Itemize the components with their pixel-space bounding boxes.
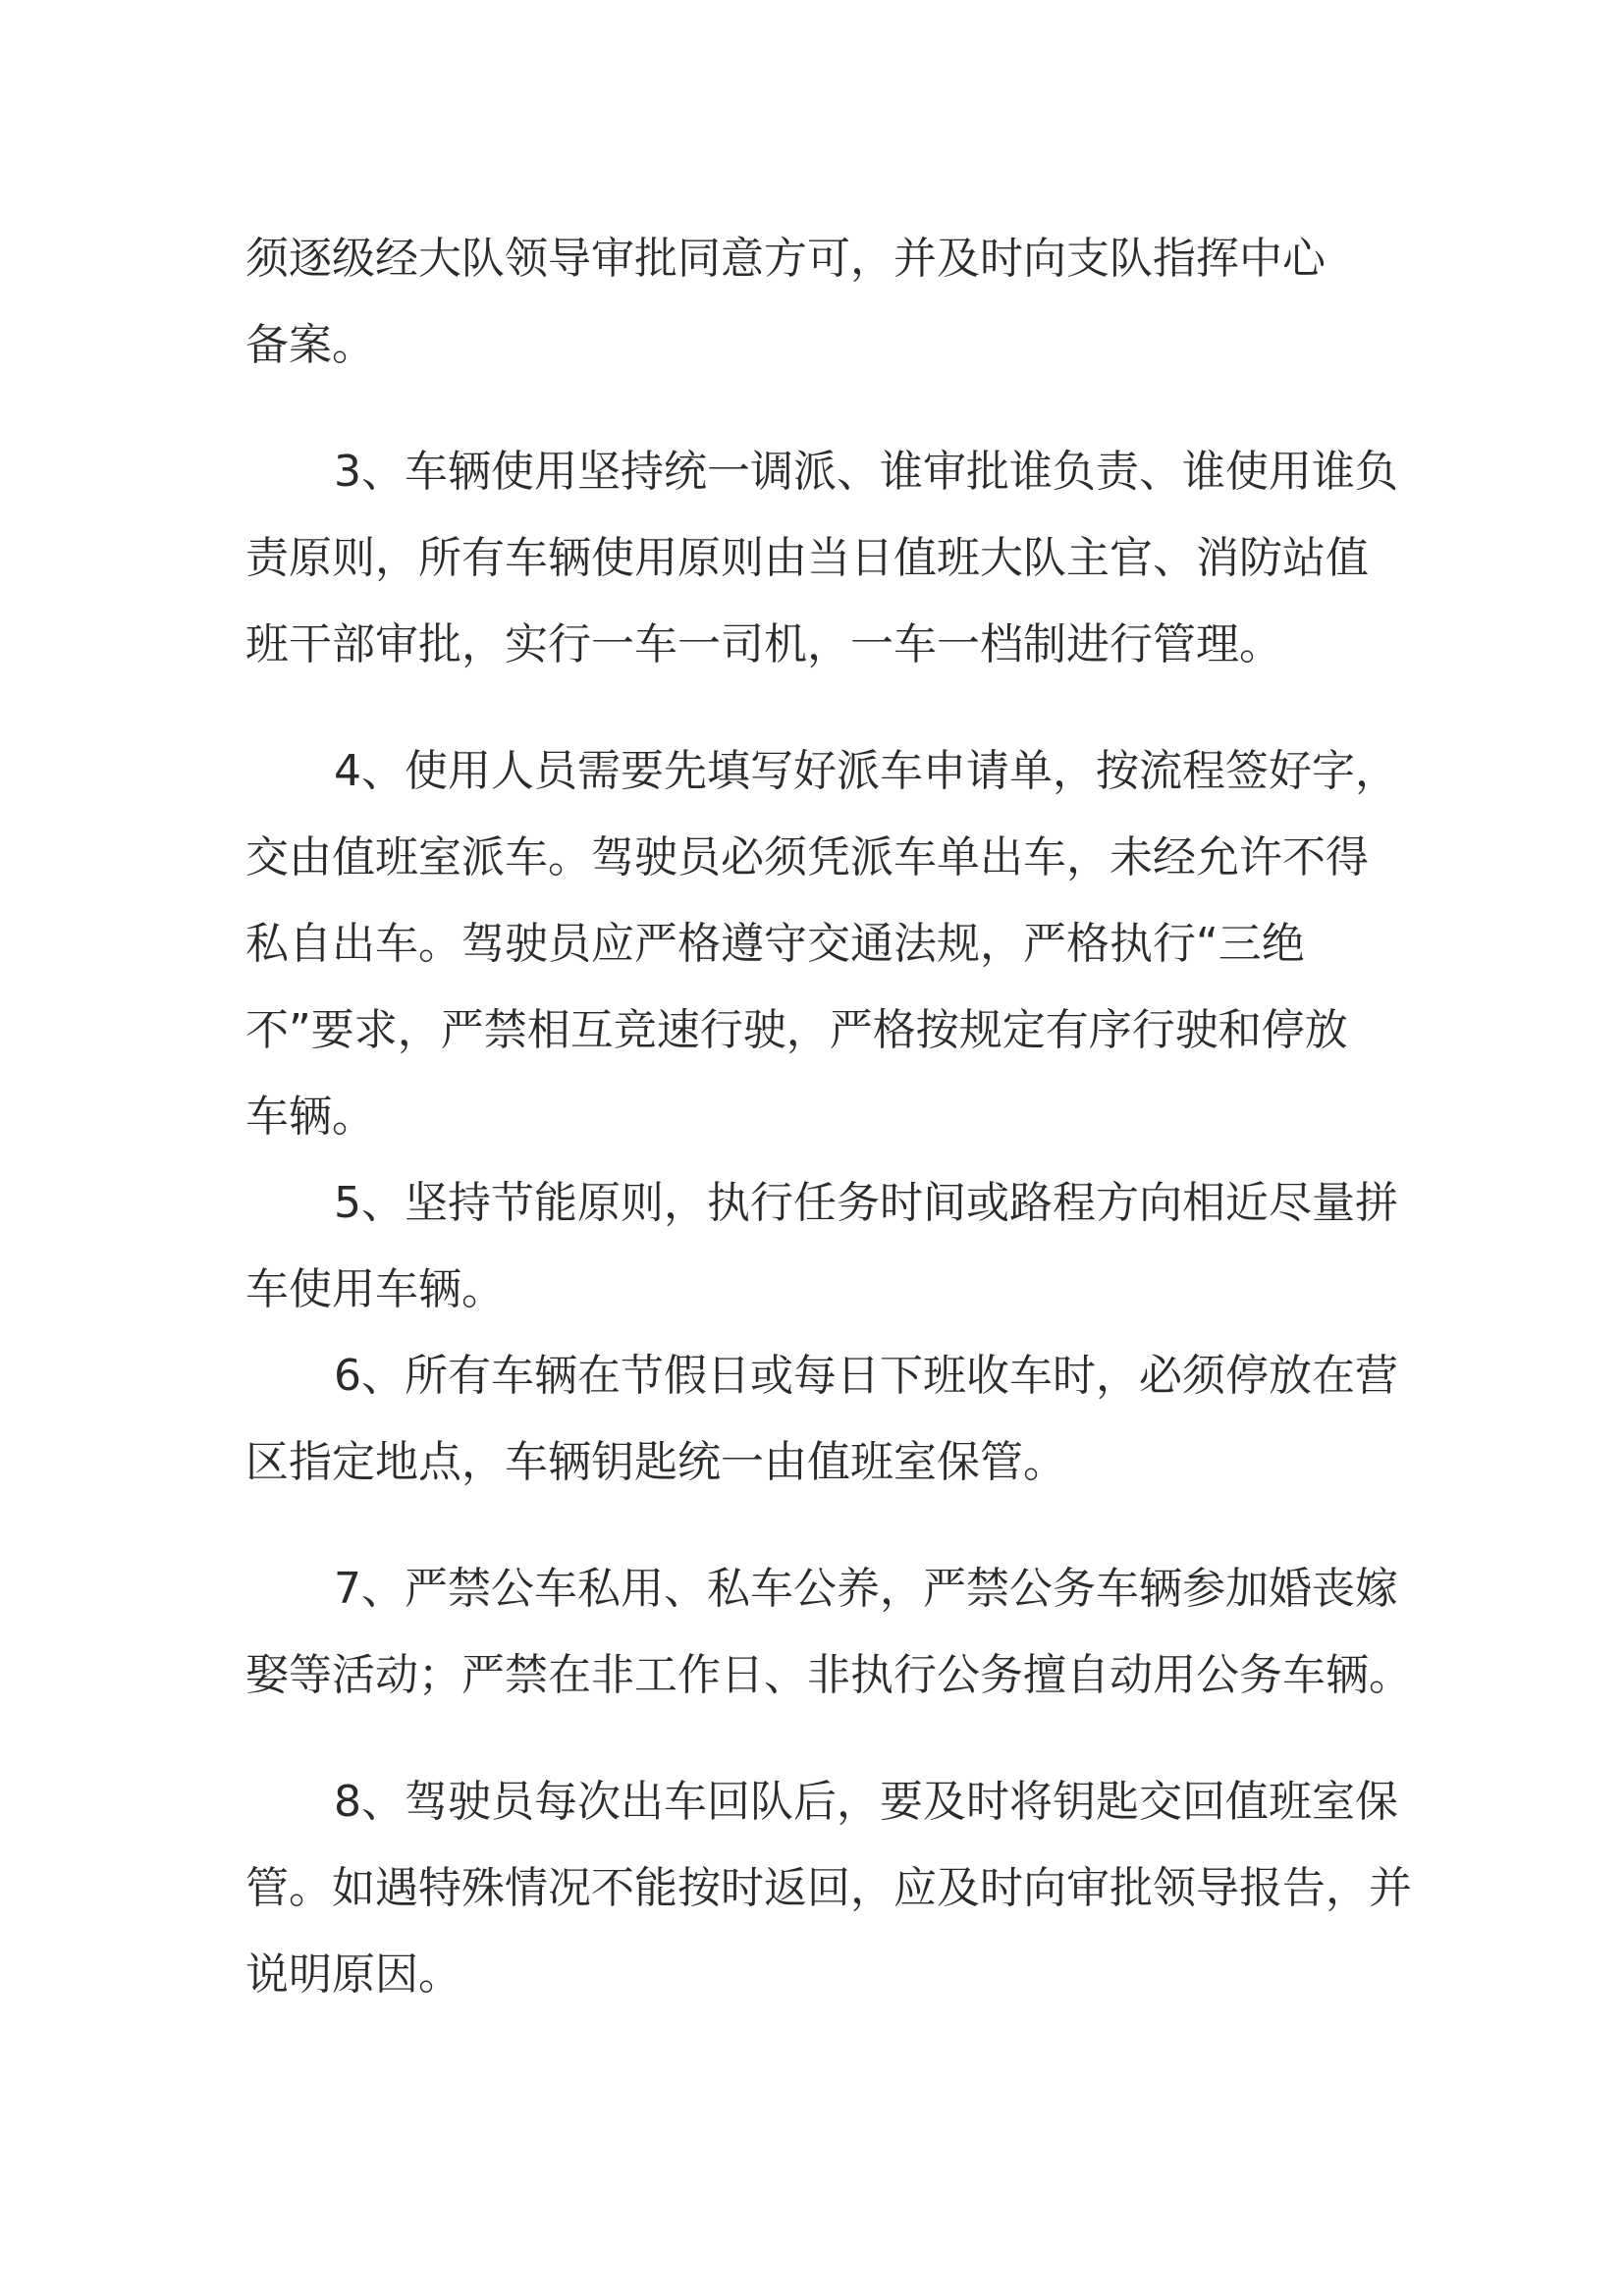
paragraph-4-line-1: 4、使用人员需要先填写好派车申请单，按流程签好字， xyxy=(334,746,1398,796)
paragraph-3-line-3: 班干部审批，实行一车一司机，一车一档制进行管理。 xyxy=(245,619,1282,669)
paragraph-4-line-2: 交由值班室派车。驾驶员必须凭派车单出车，未经允许不得 xyxy=(245,832,1369,882)
paragraph-0-line-2: 备案。 xyxy=(245,320,375,370)
paragraph-7-line-1: 7、严禁公车私用、私车公养，严禁公务车辆参加婚丧嫁 xyxy=(334,1564,1398,1614)
paragraph-7-line-2: 娶等活动；严禁在非工作日、非执行公务擅自动用公务车辆。 xyxy=(245,1650,1412,1700)
paragraph-4-line-5: 车辆。 xyxy=(245,1092,375,1142)
paragraph-5-line-1: 5、坚持节能原则，执行任务时间或路程方向相近尽量拼 xyxy=(334,1178,1398,1228)
paragraph-3-line-2: 责原则，所有车辆使用原则由当日值班大队主官、消防站值 xyxy=(245,533,1369,583)
paragraph-8-line-3: 说明原因。 xyxy=(245,1949,461,2000)
paragraph-8-line-1: 8、驾驶员每次出车回队后，要及时将钥匙交回值班室保 xyxy=(334,1777,1398,1827)
paragraph-6-line-1: 6、所有车辆在节假日或每日下班收车时，必须停放在营 xyxy=(334,1351,1398,1401)
paragraph-0-line-1: 须逐级经大队领导审批同意方可，并及时向支队指挥中心 xyxy=(245,234,1326,284)
paragraph-4-line-3: 私自出车。驾驶员应严格遵守交通法规，严格执行“三绝 xyxy=(245,919,1305,969)
paragraph-3-line-1: 3、车辆使用坚持统一调派、谁审批谁负责、谁使用谁负 xyxy=(334,447,1398,497)
paragraph-6-line-2: 区指定地点，车辆钥匙统一由值班室保管。 xyxy=(245,1437,1066,1487)
paragraph-8-line-2: 管。如遇特殊情况不能按时返回，应及时向审批领导报告，并 xyxy=(245,1863,1412,1913)
paragraph-4-line-4: 不”要求，严禁相互竞速行驶，严格按规定有序行驶和停放 xyxy=(245,1005,1348,1055)
paragraph-5-line-2: 车使用车辆。 xyxy=(245,1264,505,1314)
